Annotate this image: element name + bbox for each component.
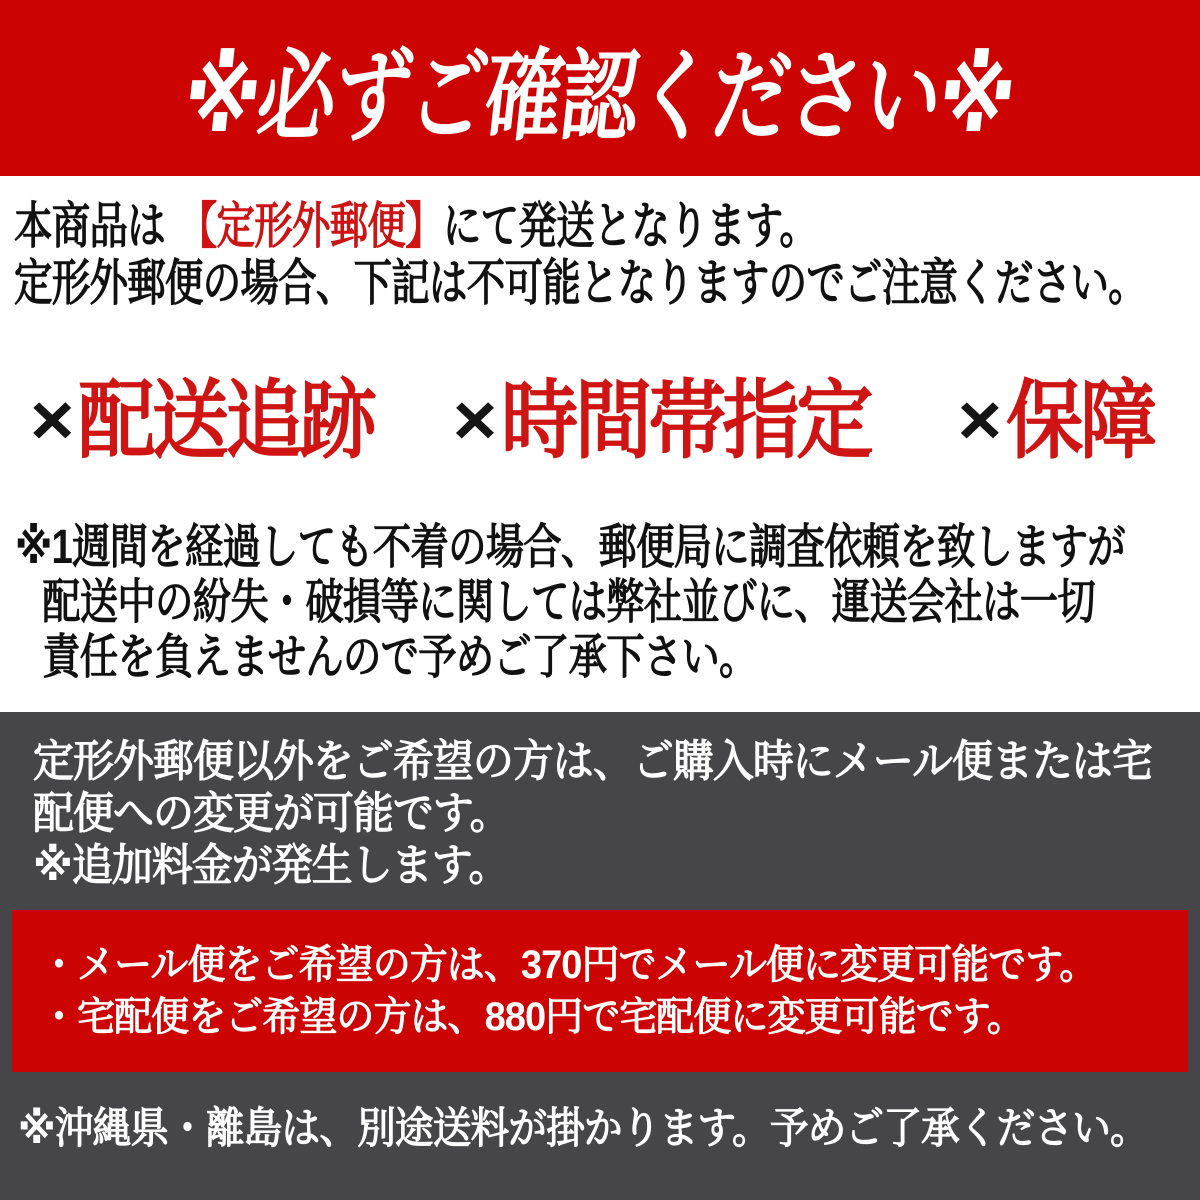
restriction-label-tracking: 配送追跡 bbox=[78, 373, 374, 469]
alternative-shipping-panel bbox=[0, 712, 1200, 1200]
restriction-item-warranty bbox=[957, 373, 1170, 469]
restriction-item-time-slot bbox=[452, 373, 911, 469]
disclaimer-line-1: ※1週間を経過しても不着の場合、郵便局に調査依頼を致しますが bbox=[15, 521, 1125, 574]
cross-icon: × bbox=[452, 380, 498, 461]
okinawa-remote-island-note: ※沖縄県・離島は、別途送料が掛かります。予めご了承ください。 bbox=[18, 1105, 1148, 1153]
disclaimer-line-3: 責任を負えませんので予めご了承下さい。 bbox=[42, 631, 757, 684]
alternative-line-3: ※追加料金が発生します。 bbox=[33, 841, 509, 890]
takuhai-bin-option: ・宅配便をご希望の方は、880円で宅配便に変更可能です。 bbox=[40, 995, 1024, 1039]
mail-bin-option: ・メール便をご希望の方は、370円でメール便に変更可能です。 bbox=[40, 943, 1097, 987]
disclaimer-line-2: 配送中の紛失・破損等に関しては弊社並びに、運送会社は一切 bbox=[42, 576, 1096, 629]
intro-line1-prefix: 本商品は bbox=[14, 198, 165, 254]
cross-icon: × bbox=[30, 380, 75, 461]
loss-disclaimer-paragraph bbox=[15, 520, 1200, 685]
intro-line-2: 定形外郵便の場合、下記は不可能となりますのでご注意ください。 bbox=[14, 255, 1146, 311]
confirm-header-title: ※必ずご確認ください※ bbox=[178, 41, 1020, 153]
alternative-shipping-text bbox=[33, 736, 1200, 892]
cross-icon: × bbox=[957, 380, 1002, 461]
intro-line1-highlight: 【定形外郵便】 bbox=[178, 198, 443, 254]
shipping-method-intro bbox=[14, 198, 1169, 312]
confirm-header-banner bbox=[0, 0, 1200, 176]
intro-line1-suffix: にて発送となります。 bbox=[442, 198, 818, 254]
price-options-box bbox=[12, 910, 1188, 1072]
restriction-label-warranty: 保障 bbox=[1005, 373, 1154, 469]
restriction-item-tracking bbox=[30, 373, 406, 469]
alternative-line-2: 配便への変更が可能です。 bbox=[33, 789, 510, 838]
restriction-label-time-slot: 時間帯指定 bbox=[501, 373, 871, 469]
restriction-row bbox=[0, 368, 1200, 474]
intro-line-1 bbox=[14, 198, 1169, 255]
alternative-line-1: 定形外郵便以外をご希望の方は、ご購入時にメール便または宅 bbox=[33, 737, 1152, 786]
